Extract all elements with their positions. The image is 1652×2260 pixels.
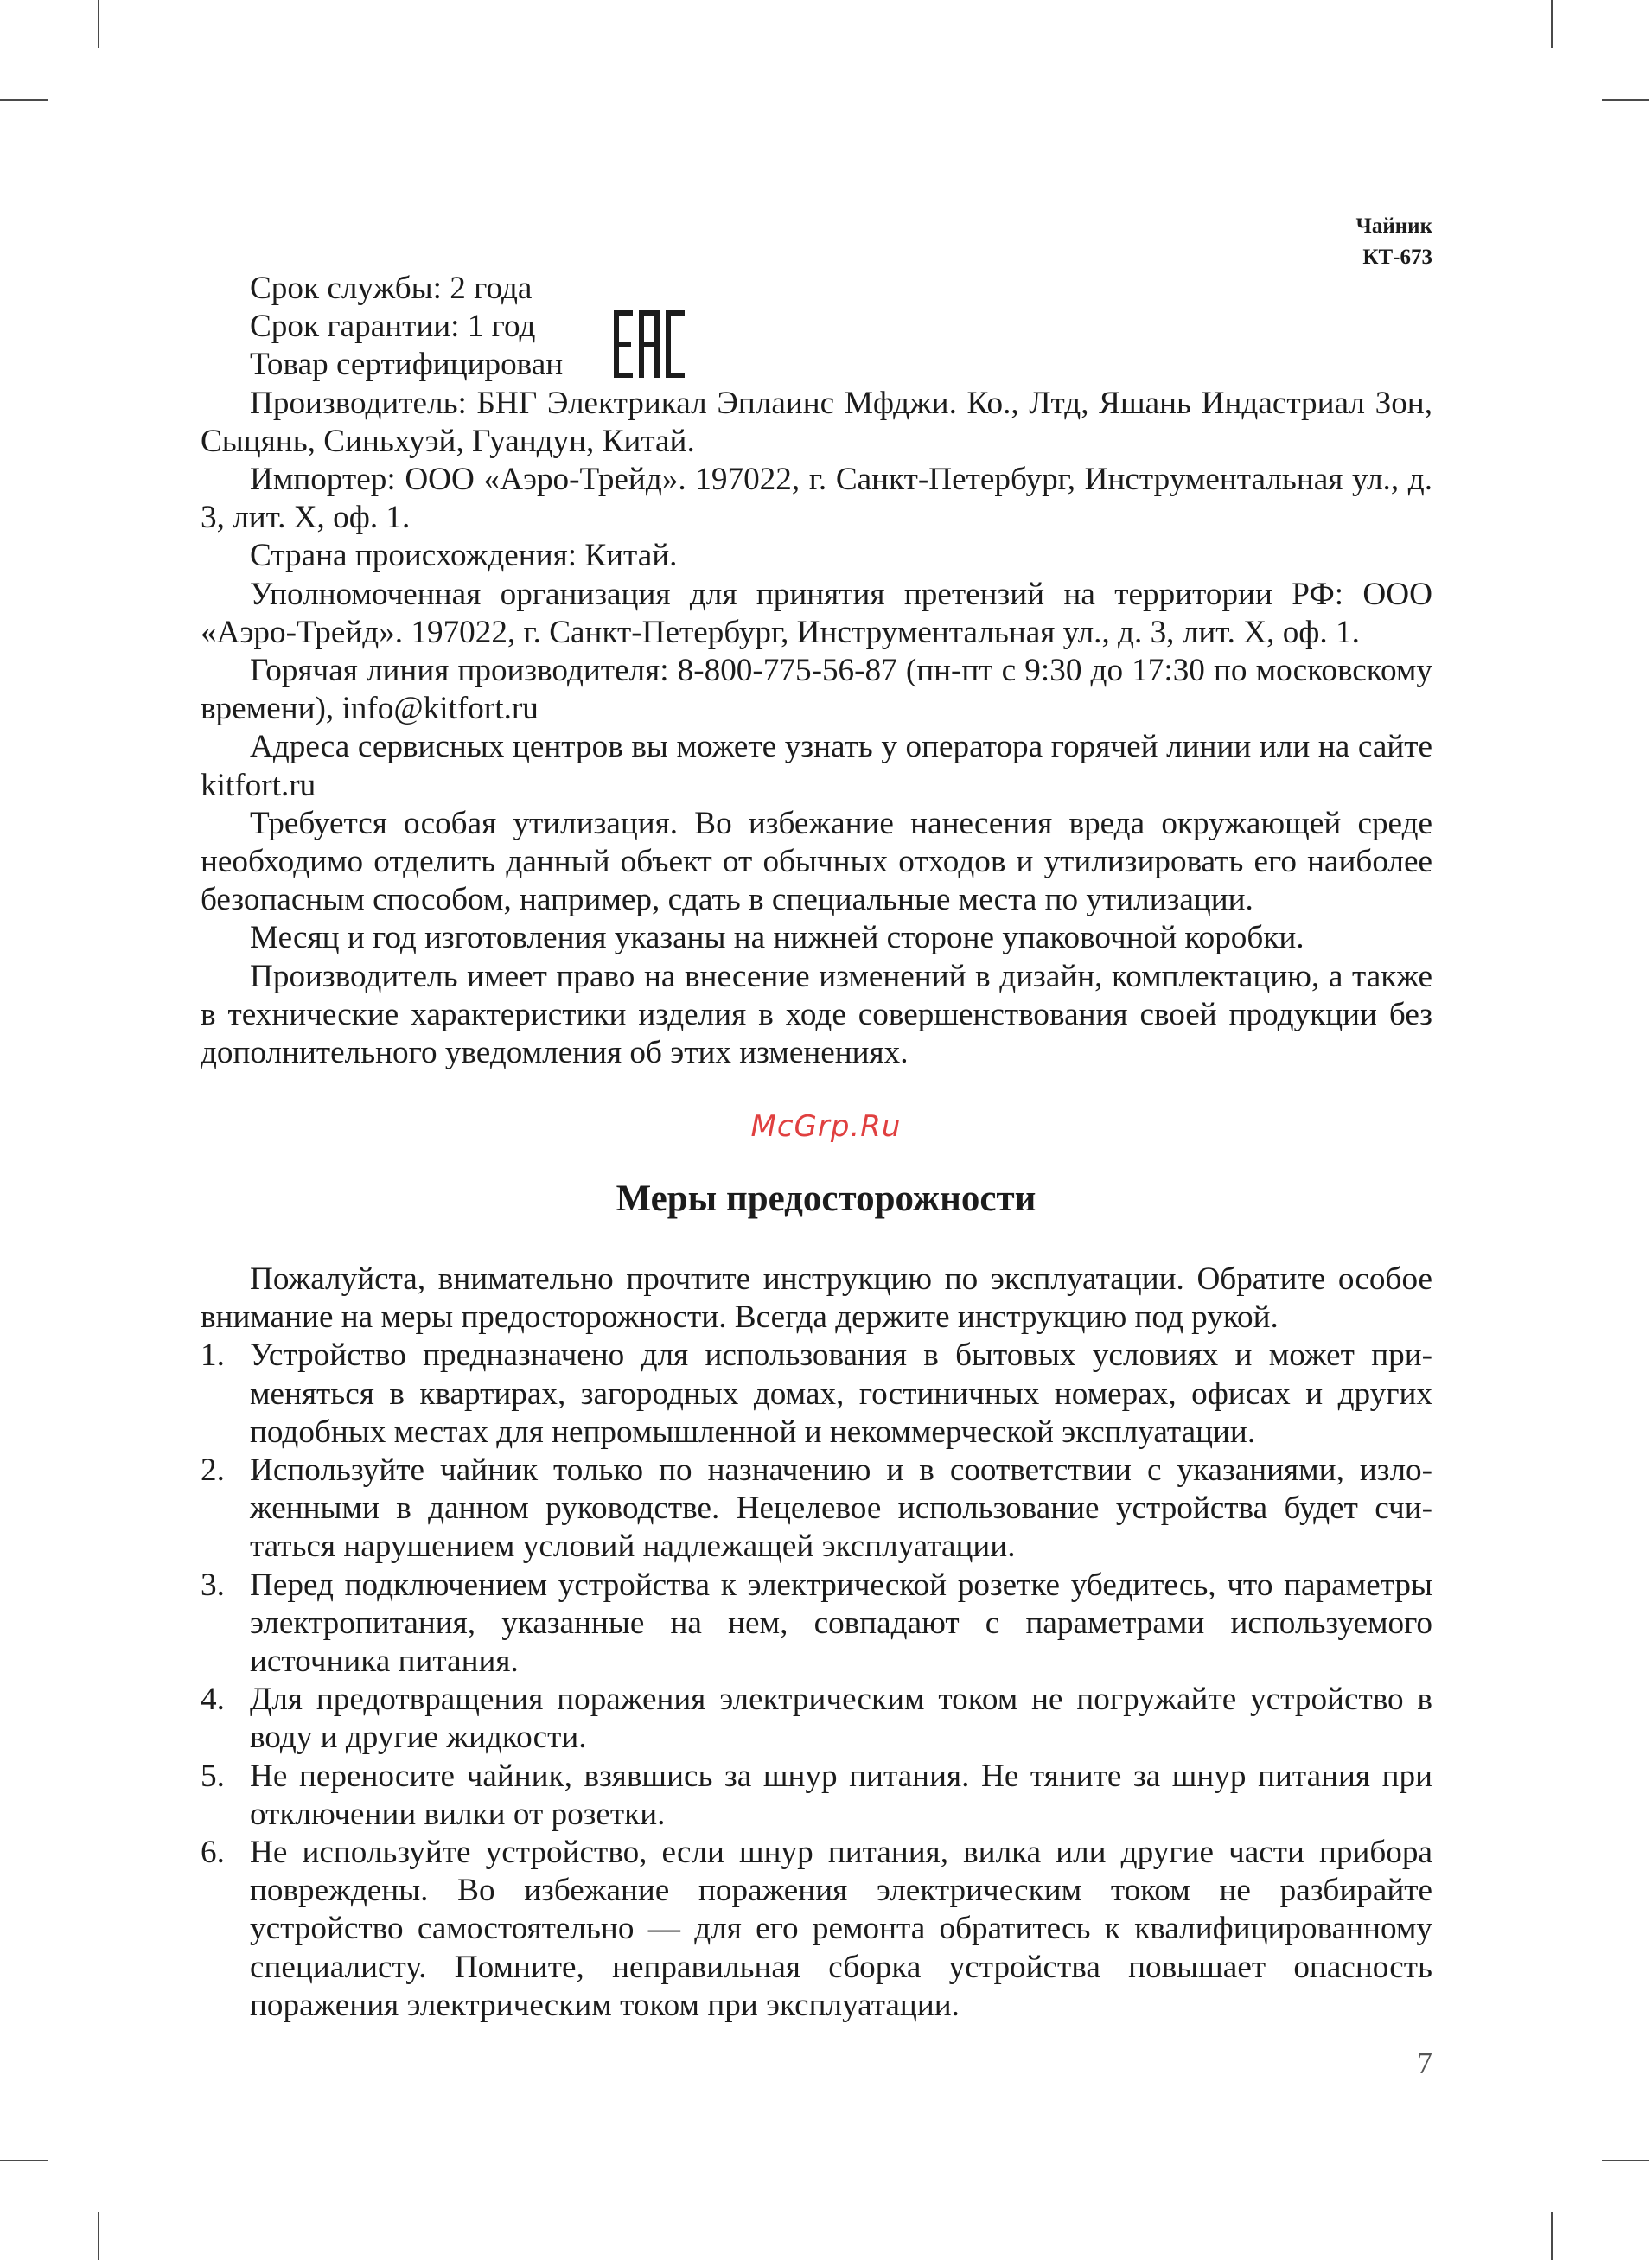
list-item-number: 1. — [201, 1337, 225, 1374]
crop-mark — [1551, 2212, 1553, 2260]
list-item-number: 2. — [201, 1452, 225, 1489]
list-item-number: 5. — [201, 1758, 225, 1794]
list-item-text: Не используйте устройство, если шнур питания, вилка или другие части прибора повреждены. Во избежание поражения электрическим током не разбирайте устройство самостоятельно — для его ремонта обратитесь к квалифицированному специалисту. Помните, неправильная сборка устройства повышает опасность поражения электрическим током при эксплуатации. — [250, 1835, 1432, 2023]
header-model: КТ-673 — [1362, 246, 1432, 269]
certified-text: Товар сертифицирован — [250, 347, 564, 383]
list-item — [201, 1567, 1432, 1682]
list-item — [201, 1758, 1432, 1834]
precautions-intro: Пожалуйста, внимательно прочтите инструкцию по эксплуатации. Обратите особое внимание на меры предосторожности. Всегда держите инструкцию под рукой. — [201, 1261, 1432, 1336]
importer: Импортер: ООО «Аэро-Трейд». 197022, г. Санкт-Петербург, Инструментальная ул., д. 3, лит. Х, оф. 1. — [201, 462, 1432, 536]
header-product: Чайник — [1355, 214, 1432, 238]
manufacture-date-notice: Месяц и год изготовления указаны на нижней стороне упаковочной коробки. — [250, 920, 1304, 956]
list-item-text: Для предотвращения поражения электрическим током не погружайте устройство в воду и другие жидкости. — [250, 1682, 1432, 1756]
manufacturer: Производитель: БНГ Электрикал Эплаинс Мфджи. Ко., Лтд, Яшань Индастриал Зон, Сыцянь, Синьхуэй, Гуандун, Китай. — [201, 385, 1432, 459]
list-item-number: 6. — [201, 1835, 225, 1871]
crop-mark — [1551, 0, 1553, 48]
warranty: Срок гарантии: 1 год — [250, 309, 536, 345]
section-title: Меры предосторожности — [616, 1178, 1036, 1219]
list-item — [201, 1337, 1432, 1452]
running-header — [1356, 211, 1432, 273]
list-item — [201, 1834, 1432, 2025]
crop-mark — [98, 0, 99, 48]
authorized-organization: Уполномоченная организация для принятия претензий на территории РФ: ООО «Аэро-Трейд». 197022, г. Санкт-Петербург, Инструментальная ул., д. 3, лит. Х, оф. 1. — [201, 576, 1432, 650]
service-life: Срок службы: 2 года — [250, 271, 533, 306]
crop-mark — [1602, 2160, 1649, 2161]
crop-mark — [0, 99, 48, 101]
disposal-notice: Требуется особая утилизация. Во избежание нанесения вреда окружающей среде необходимо отделить данный объект от обычных отходов и утилизировать его наиболее безопасным способом, например, сдать в специальные места по утилизации. — [201, 805, 1432, 918]
watermark: McGrp.Ru — [750, 1109, 902, 1144]
list-item-text: Не переносите чайник, взявшись за шнур питания. Не тяните за шнур питания при отключении вилки от розетки. — [250, 1758, 1432, 1832]
product-info — [201, 270, 1432, 1072]
precautions-list — [201, 1337, 1432, 2025]
list-item — [201, 1452, 1432, 1567]
list-item-text: Устройство предназначено для использования в бытовых условиях и может применяться в квартирах, загородных домах, гостиничных номерах, офисах и других подобных местах для непромышленной и некоммерческой эксплуатации. — [250, 1337, 1432, 1450]
list-item-number: 4. — [201, 1682, 225, 1718]
list-item-text: Используйте чайник только по назначению и в соответствии с указаниями, изложенными в данном руководстве. Нецелевое использование устройства будет считаться нарушением условий надлежащей эксплуатации. — [250, 1452, 1432, 1565]
country-of-origin: Страна происхождения: Китай. — [250, 538, 678, 574]
list-item-text: Перед подключением устройства к электрической розетке убедитесь, что параметры электропитания, указанные на нем, совпадают с параметрами используемого источника питания. — [250, 1567, 1432, 1680]
changes-notice: Производитель имеет право на внесение изменений в дизайн, комплектацию, а также в технические характеристики изделия в ходе совершенствования своей продукции без дополнительного уведомления об этих изменениях. — [201, 958, 1432, 1071]
service-centers: Адреса сервисных центров вы можете узнать у оператора горячей линии или на сайте kitfort.ru — [201, 729, 1432, 803]
page-number: 7 — [1417, 2046, 1432, 2080]
crop-mark — [0, 2160, 48, 2161]
crop-mark — [98, 2212, 99, 2260]
hotline: Горячая линия производителя: 8-800-775-56-87 (пн-пт с 9:30 до 17:30 по московскому времени), info@kitfort.ru — [201, 653, 1432, 727]
list-item — [201, 1681, 1432, 1757]
list-item-number: 3. — [201, 1567, 225, 1603]
crop-mark — [1602, 99, 1649, 101]
precautions-section — [201, 1261, 1432, 2025]
